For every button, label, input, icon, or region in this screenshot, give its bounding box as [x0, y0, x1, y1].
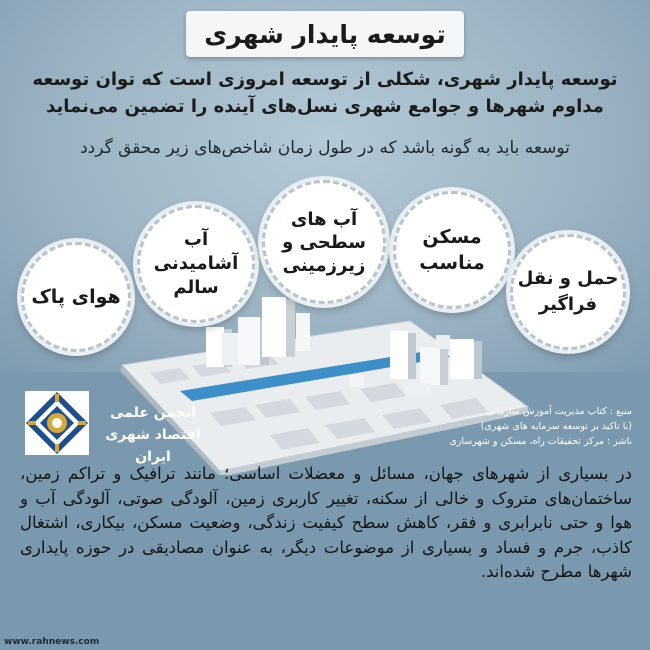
- page-title: توسعه پایدار شهری: [204, 19, 446, 49]
- organization-logo: [22, 388, 92, 458]
- indicator-label: مسکن مناسب: [419, 226, 485, 274]
- indicator-label: آب آشامیدنی سالم: [153, 229, 239, 298]
- indicator-label: آب های سطحی و زیرزمینی: [282, 208, 366, 276]
- organization-name: انجمن علمی اقتصاد شهری ایران: [105, 405, 201, 465]
- credit-source: منبع : کتاب مدیریت آموزش سازمانی: [485, 406, 632, 417]
- credits: [432, 404, 632, 449]
- indicator-housing: [393, 191, 511, 309]
- subtitle-text: توسعه باید به گونه باشد که در طول زمان شاخص‌های زیر محقق گردد: [80, 138, 570, 158]
- indicator-surface-groundwater: [262, 180, 386, 304]
- indicator-label: هوای پاک: [31, 286, 121, 308]
- body-paragraph: در بسیاری از شهرهای جهان، مسائل و معضلات اساسی؛ مانند ترافیک و تراکم زمین، ساختمان‌های متروک و خالی از سکنه، تغییر کاربری زمین، آلودگی صوتی، آلودگی آب و هوا و حتی نابرابری و فقر، کاهش سطح کیفیت زندگی، وضعیت مسکن، بیکاری، اشتغال کاذب، جرم و فساد و بسیاری از موضوعات دیگر، به عنوان مصادیقی در حوزه پایداری شهرها مطرح شده‌اند.: [20, 464, 632, 581]
- indicator-clean-air: [21, 242, 131, 352]
- indicator-drinking-water: [137, 205, 255, 323]
- indicator-label: حمل و نقل فراگیر: [517, 268, 619, 315]
- title-box: [186, 11, 464, 57]
- indicator-transport: [510, 234, 626, 350]
- website-link[interactable]: www.rahnews.com: [4, 637, 100, 647]
- intro-text: توسعه پایدار شهری، شکلی از توسعه امروزی است که توان توسعه مداوم شهرها و جوامع شهری نسل‌های آینده را تضمین می‌نماید: [32, 69, 618, 117]
- credit-publisher: ناشر : مرکز تحقیقات راه، مسکن و شهرسازی: [449, 436, 632, 447]
- credit-note: (با تاکید بر توسعه سرمایه های شهری): [480, 421, 632, 432]
